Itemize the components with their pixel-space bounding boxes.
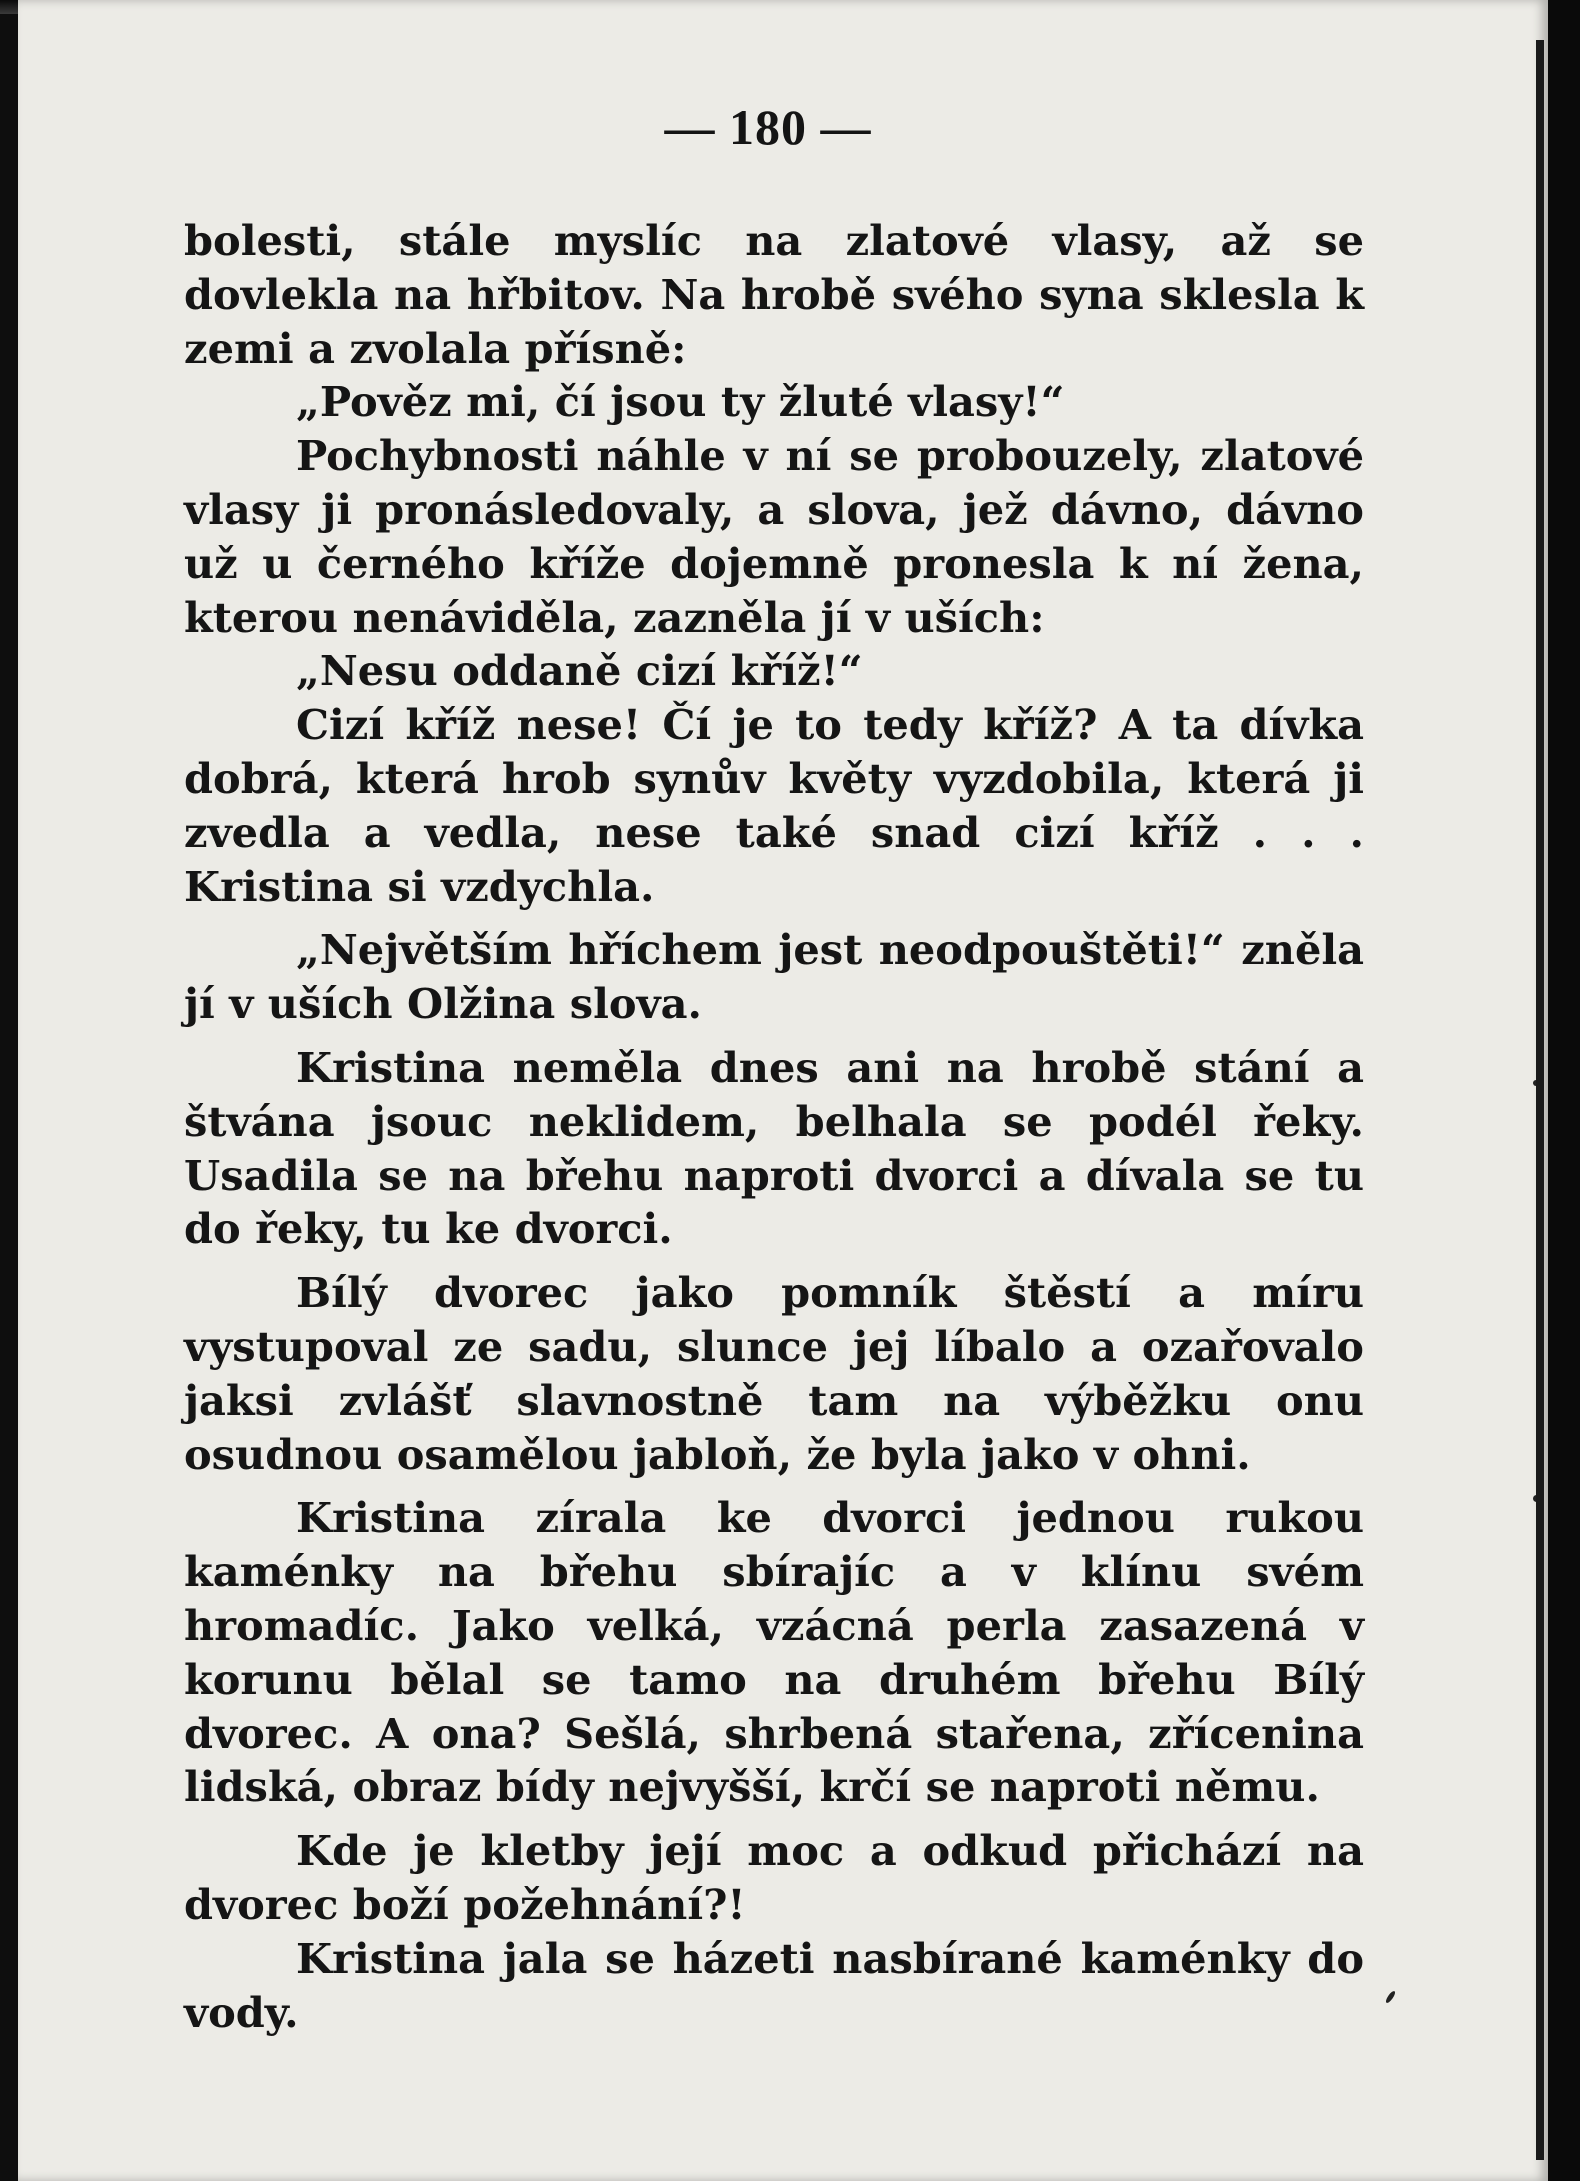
paragraph: „Nesu oddaně cizí kříž!“ [296, 646, 863, 696]
paragraph: Kristina jala se házeti nasbírané kaménky do vody. [184, 1933, 1364, 2037]
scan-right-edge [1548, 0, 1580, 2181]
paragraph: Kde je kletby její moc a odkud přichází na dvorec boží požehnání?! [184, 1826, 1364, 1929]
body-text [184, 214, 1364, 2039]
scan-speck [1384, 1990, 1396, 2004]
page-number: — 180 — [664, 99, 872, 155]
paragraph: „Pověz mi, čí jsou ty žluté vlasy!“ [296, 377, 1065, 427]
paragraph: bolesti, stále myslíc na zlatové vlasy, až se dovlekla na hřbitov. Na hrobě svého syna sklesla k zemi a zvolala přísně: [184, 216, 1364, 373]
paragraph: Kristina neměla dnes ani na hrobě stání a štvána jsouc neklidem, belhala se podél řeky. Usadila se na břehu naproti dvorci a dívala se tu do řeky, tu ke dvorci. [184, 1042, 1364, 1254]
book-page [18, 0, 1548, 2181]
page-binding-shadow [1536, 40, 1544, 2160]
paragraph: Cizí kříž nese! Čí je to tedy kříž? A ta dívka dobrá, která hrob synův květy vyzdobila, která ji zvedla a vedla, nese také snad cizí kříž . . . Kristina si vzdychla. [184, 700, 1364, 911]
paragraph: Pochybnosti náhle v ní se probouzely, zlatové vlasy ji pronásledovaly, a slova, jež dávno, dávno už u černého kříže dojemně pronesla k ní žena, kterou nenáviděla, zazněla jí v uších: [184, 431, 1364, 642]
paragraph: „Největším hříchem jest neodpouštěti!“ zněla jí v uších Olžina slova. [184, 925, 1364, 1029]
paragraph: Kristina zírala ke dvorci jednou rukou kaménky na břehu sbírajíc a v klínu svém hromadíc. Jako velká, vzácná perla zasazená v korunu bělal se tamo na druhém břehu Bílý dvorec. A ona? Sešlá, shrbená stařena, zřícenina lidská, obraz bídy nejvyšší, krčí se naproti němu. [184, 1493, 1364, 1812]
paragraph: Bílý dvorec jako pomník štěstí a míru vystupoval ze sadu, slunce jej líbalo a ozařovalo jaksi zvlášť slavnostně tam na výběžku onu osudnou osamělou jabloň, že byla jako v ohni. [184, 1268, 1364, 1479]
